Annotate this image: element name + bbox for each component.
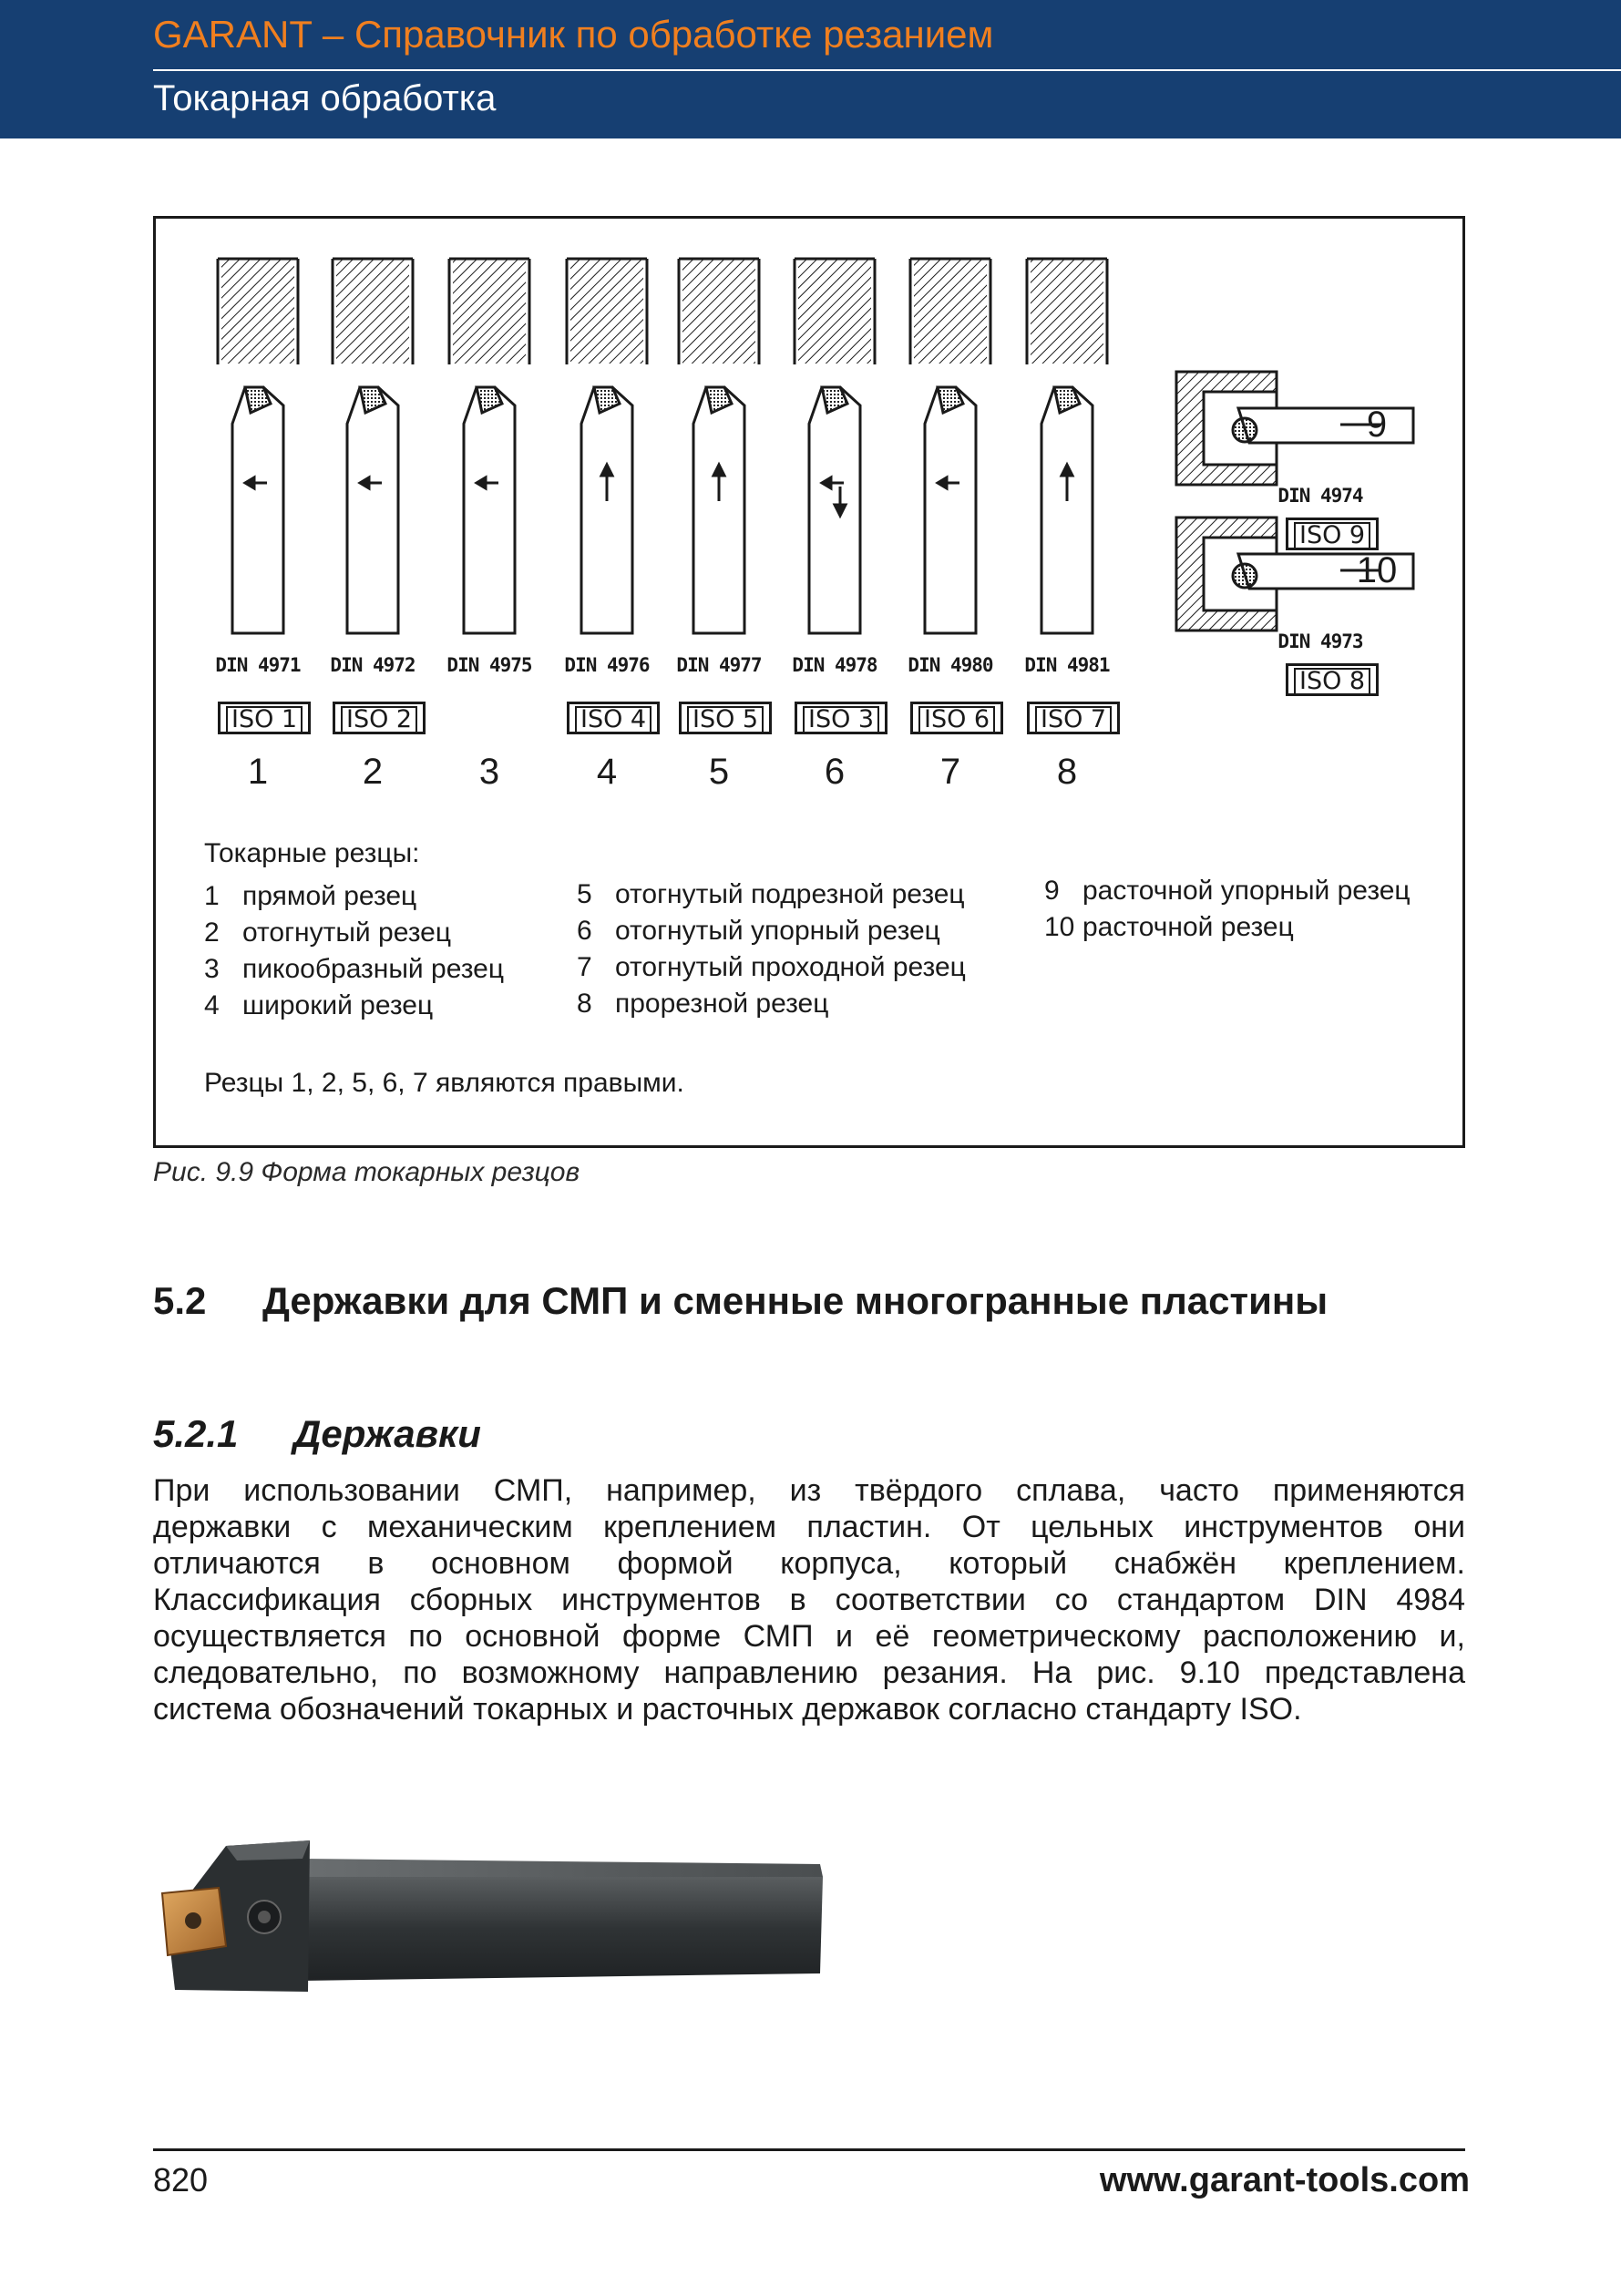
iso-label: ISO 1 <box>218 702 311 734</box>
din-label: DIN 4973 <box>1277 630 1363 652</box>
tool-number: 4 <box>596 752 618 792</box>
legend-item: 9 расточной упорный резец <box>1044 876 1411 906</box>
tool-number: 3 <box>478 752 500 792</box>
legend-column-3 <box>1044 873 1411 946</box>
turning-tool-6 <box>795 259 875 633</box>
section-title: Державки для СМП и сменные многогранные пластины <box>262 1279 1329 1322</box>
iso-label: ISO 2 <box>333 702 426 734</box>
subsection-number: 5.2.1 <box>153 1412 239 1455</box>
legend-column-1 <box>204 878 504 1024</box>
legend-item: 1 прямой резец <box>204 881 417 911</box>
legend-item: 3 пикообразный резец <box>204 954 505 984</box>
paragraph-line: осуществляется по основной форме СМП и её геометрическому расположению и, <box>153 1619 1465 1654</box>
page-header <box>0 0 1621 138</box>
section-number: 5.2 <box>153 1279 207 1322</box>
legend-item: 10 расточной резец <box>1044 912 1294 942</box>
iso-label: ISO 3 <box>795 702 887 734</box>
paragraph-line: Классификация сборных инструментов в соответствии со стандартом DIN 4984 <box>153 1583 1465 1617</box>
tool-number: 7 <box>939 752 961 792</box>
din-label: DIN 4974 <box>1277 485 1363 507</box>
iso-label: ISO 7 <box>1027 702 1120 734</box>
subsection-heading <box>153 1412 481 1456</box>
header-divider <box>153 69 1621 71</box>
legend-item: 6 отогнутый упорный резец <box>577 916 940 946</box>
legend-note: Резцы 1, 2, 5, 6, 7 являются правыми. <box>204 1068 684 1098</box>
header-title: GARANT – Справочник по обработке резанием <box>153 13 994 56</box>
legend-column-2 <box>577 876 966 1022</box>
tool-number: 10 <box>1356 550 1398 590</box>
tool-number: 9 <box>1366 405 1388 445</box>
iso-label: ISO 9 <box>1286 518 1379 550</box>
figure-caption: Рис. 9.9 Форма токарных резцов <box>153 1157 580 1187</box>
din-label: DIN 4977 <box>676 654 762 676</box>
legend-item: 7 отогнутый проходной резец <box>577 952 966 982</box>
iso-label: ISO 6 <box>910 702 1003 734</box>
turning-tool-7 <box>910 259 990 633</box>
legend-item: 5 отогнутый подрезной резец <box>577 879 965 909</box>
iso-label: ISO 8 <box>1286 663 1379 696</box>
tool-holder-photo <box>155 1837 847 2001</box>
din-label: DIN 4976 <box>564 654 650 676</box>
turning-tool-4 <box>567 259 647 633</box>
paragraph-line: отличаются в основном формой корпуса, который снабжён креплением. <box>153 1546 1465 1581</box>
figure-turning-tools <box>153 216 1465 1148</box>
legend-item: 4 широкий резец <box>204 990 434 1020</box>
turning-tool-5 <box>679 259 759 633</box>
legend-item: 2 отогнутый резец <box>204 917 452 948</box>
footer-url[interactable]: www.garant-tools.com <box>1099 2161 1470 2199</box>
iso-label: ISO 4 <box>567 702 660 734</box>
legend-heading: Токарные резцы: <box>204 838 420 868</box>
din-label: DIN 4981 <box>1024 654 1110 676</box>
tool-number: 5 <box>708 752 730 792</box>
tool-number: 8 <box>1056 752 1078 792</box>
din-label: DIN 4972 <box>330 654 416 676</box>
iso-label: ISO 5 <box>679 702 772 734</box>
legend-item: 8 прорезной резец <box>577 989 829 1019</box>
paragraph-line: система обозначений токарных и расточных державок согласно стандарту ISO. <box>153 1692 1302 1727</box>
page-number: 820 <box>153 2161 209 2199</box>
din-label: DIN 4980 <box>908 654 993 676</box>
turning-tool-3 <box>449 259 529 633</box>
turning-tool-2 <box>333 259 413 633</box>
paragraph-line: державки с механическим креплением пластин. От цельных инструментов они <box>153 1510 1465 1544</box>
body-paragraph <box>153 1472 1465 1727</box>
turning-tool-8 <box>1027 259 1107 633</box>
header-subtitle: Токарная обработка <box>153 78 497 118</box>
tool-number: 6 <box>824 752 846 792</box>
paragraph-line: При использовании СМП, например, из твёрдого сплава, часто применяются <box>153 1473 1465 1508</box>
subsection-title: Державки <box>293 1412 481 1455</box>
paragraph-line: следовательно, по возможному направлению резания. На рис. 9.10 представлена <box>153 1655 1465 1690</box>
din-label: DIN 4978 <box>792 654 877 676</box>
section-heading <box>153 1279 1328 1323</box>
din-label: DIN 4971 <box>215 654 301 676</box>
din-label: DIN 4975 <box>446 654 532 676</box>
turning-tool-1 <box>218 259 298 633</box>
footer-rule <box>153 2148 1465 2151</box>
tool-number: 2 <box>362 752 384 792</box>
tool-number: 1 <box>247 752 269 792</box>
